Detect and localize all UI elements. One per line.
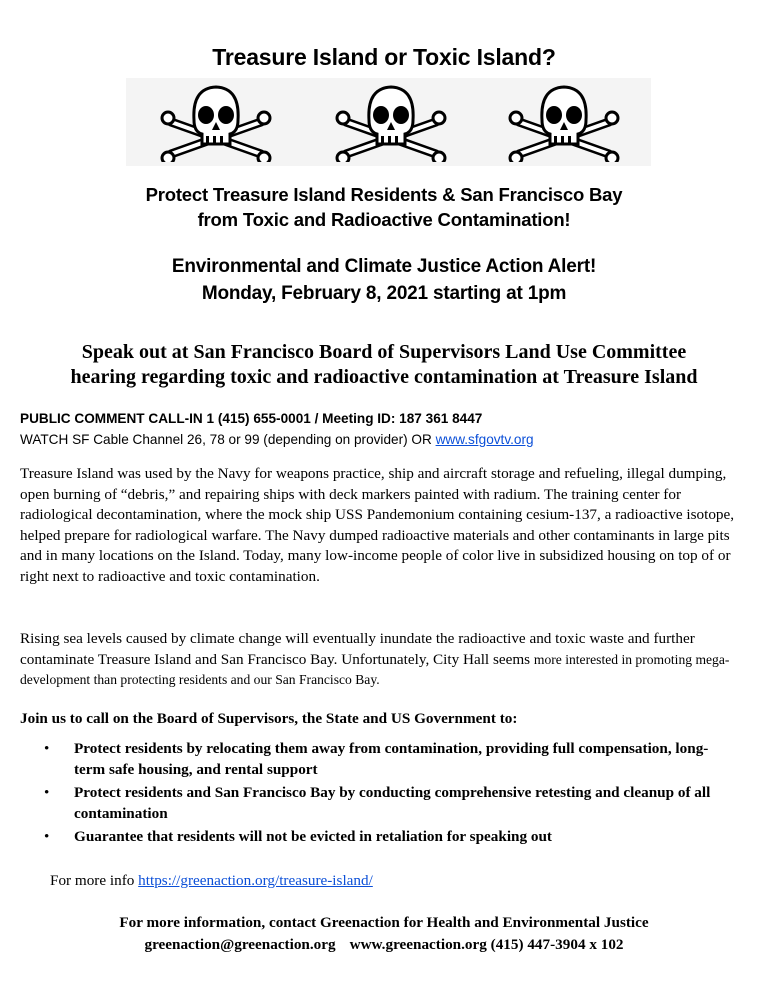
list-item-text: Guarantee that residents will not be evicted in retaliation for speaking out (74, 828, 552, 845)
list-item (44, 782, 724, 824)
contact-email: greenaction@greenaction.org (144, 936, 336, 953)
page-title: Treasure Island or Toxic Island? (212, 44, 556, 70)
call-in-line: PUBLIC COMMENT CALL-IN 1 (415) 655-0001 / Meeting ID: 187 361 8447 (20, 411, 483, 426)
history-paragraph: Treasure Island was used by the Navy for weapons practice, ship and aircraft storage and refueling, illegal dumping, open burning of “debris,” and repairing ships with deck markers painted with radium. The training center for radiological decontamination, where the mock ship USS Pandemonium containing cesium-137, a radioactive isotope, helped prepare for radiological warfare. The Navy dumped radioactive materials and other contaminants in large pits and in many locations on the Island. Today, many low-income people of color live in subsidized housing on top of or right next to radioactive and toxic contamination. (20, 465, 735, 585)
more-info-text: For more info (50, 872, 139, 889)
watch-text: WATCH SF Cable Channel 26, 78 or 99 (depending on provider) OR (20, 432, 436, 447)
subheading-protect (0, 182, 768, 232)
event-date-line: Monday, February 8, 2021 starting at 1pm (201, 283, 567, 304)
skull-crossbones-icon (331, 82, 451, 162)
speak-out-heading (0, 340, 768, 390)
list-item-text: Protect residents and San Francisco Bay by conducting comprehensive retesting and cleanup of all contamination (74, 784, 711, 822)
skull-banner (126, 78, 651, 166)
skull-crossbones-icon (156, 82, 276, 162)
contact-details (0, 934, 768, 956)
greenaction-link[interactable]: https://greenaction.org/treasure-island/ (138, 872, 373, 889)
contact-footer (0, 912, 768, 956)
sea-level-text: Rising sea levels caused by climate change will eventually inundate the radioactive and toxic waste and further contaminate Treasure Island and San Francisco Bay. Unfortunately, City Hall seems (20, 630, 695, 668)
demands-list (44, 738, 724, 849)
list-item-text: Protect residents by relocating them away from contamination, providing full compensation, long-term safe housing, and rental support (74, 740, 709, 778)
subheading-protect-line1: Protect Treasure Island Residents & San Francisco Bay (145, 184, 623, 205)
watch-line (20, 429, 750, 450)
call-in-info (20, 408, 750, 450)
list-item (44, 738, 724, 780)
bullet-marker: • (44, 740, 50, 757)
action-alert-line: Environmental and Climate Justice Action Alert! (171, 256, 597, 277)
more-info-line (50, 871, 750, 891)
subheading-protect-line2: from Toxic and Radioactive Contamination! (197, 209, 571, 230)
bullet-marker: • (44, 828, 50, 845)
sea-level-text-small: more interested in promoting mega-development than protecting residents and our San Francisco Bay. (20, 651, 730, 688)
sea-level-paragraph (20, 629, 755, 691)
speak-out-line2: hearing regarding toxic and radioactive contamination at Treasure Island (70, 366, 698, 388)
action-alert-heading (0, 253, 768, 307)
call-to-action: Join us to call on the Board of Supervisors, the State and US Government to: (20, 710, 518, 727)
sfgovtv-link[interactable]: www.sfgovtv.org (435, 432, 534, 447)
bullet-marker: • (44, 784, 50, 801)
speak-out-line1: Speak out at San Francisco Board of Supervisors Land Use Committee (81, 341, 687, 363)
skull-crossbones-icon (504, 82, 624, 162)
contact-line: For more information, contact Greenaction for Health and Environmental Justice (119, 914, 649, 931)
contact-website-phone: www.greenaction.org (415) 447-3904 x 102 (349, 936, 624, 953)
list-item (44, 826, 724, 847)
